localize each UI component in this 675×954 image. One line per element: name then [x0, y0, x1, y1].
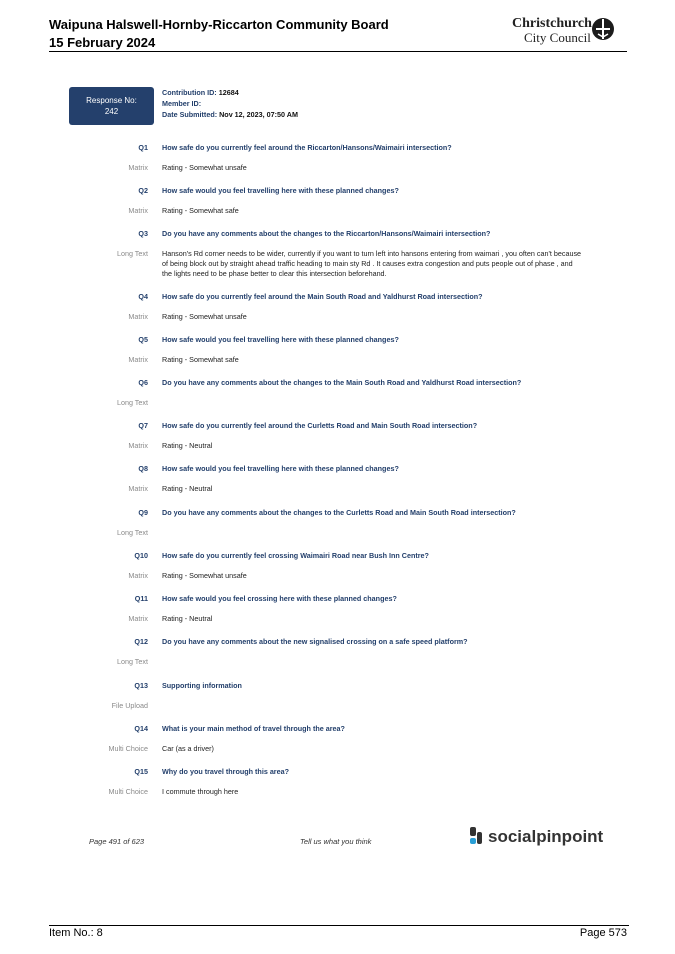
- question-answer: Rating - Neutral: [162, 441, 213, 450]
- christchurch-logo: [512, 16, 628, 46]
- question-answer: Rating - Somewhat unsafe: [162, 163, 247, 172]
- question-text: Do you have any comments about the changes to the Riccarton/Hansons/Waimairi intersection?: [162, 229, 491, 238]
- question-answer: Hanson's Rd corner needs to be wider, currently if you want to turn left into hansons entering from waimari , you often can't because of being block out by straight ahead traffic heading to main sty Rd . It causes extra congestion and puts people out of phase , and the lights need to be phase better to clear this intersection beforehand.: [162, 249, 582, 278]
- date-submitted-value: Nov 12, 2023, 07:50 AM: [219, 110, 298, 119]
- contribution-id-row: [162, 88, 239, 98]
- contribution-id-value: 12684: [218, 88, 239, 97]
- question-number: Q12: [134, 637, 148, 646]
- logo-line-1: Christchurch: [512, 16, 592, 31]
- cathedral-emblem-icon: [591, 16, 615, 42]
- question-number: Q7: [138, 421, 148, 430]
- question-type: Matrix: [128, 355, 148, 364]
- question-type: Multi Choice: [108, 787, 148, 796]
- question-answer: Rating - Neutral: [162, 484, 213, 493]
- question-number: Q8: [138, 464, 148, 473]
- question-answer: Rating - Neutral: [162, 614, 213, 623]
- question-text: Do you have any comments about the changes to the Curletts Road and Main South Road intersection?: [162, 508, 516, 517]
- question-answer: Rating - Somewhat unsafe: [162, 312, 247, 321]
- date-submitted-row: [162, 110, 298, 120]
- question-answer: Rating - Somewhat safe: [162, 355, 239, 364]
- question-text: How safe do you currently feel crossing Waimairi Road near Bush Inn Centre?: [162, 551, 429, 560]
- question-type: Long Text: [116, 398, 148, 407]
- question-text: Do you have any comments about the changes to the Main South Road and Yaldhurst Road intersection?: [162, 378, 522, 387]
- question-text: How safe would you feel crossing here with these planned changes?: [162, 594, 397, 603]
- question-number: Q3: [138, 229, 148, 238]
- question-type: Matrix: [128, 206, 148, 215]
- question-text: Why do you travel through this area?: [162, 767, 289, 776]
- question-answer: Rating - Somewhat unsafe: [162, 571, 247, 580]
- question-text: How safe do you currently feel around the Main South Road and Yaldhurst Road intersection?: [162, 292, 483, 301]
- member-id-label: Member ID:: [162, 99, 202, 108]
- question-answer: Car (as a driver): [162, 744, 214, 753]
- response-badge-label: Response No:: [86, 96, 137, 105]
- question-type: Matrix: [128, 571, 148, 580]
- question-number: Q13: [134, 681, 148, 690]
- question-number: Q2: [138, 186, 148, 195]
- question-number: Q4: [138, 292, 148, 301]
- question-type: Multi Choice: [108, 744, 148, 753]
- question-text: What is your main method of travel through the area?: [162, 724, 345, 733]
- item-number: Item No.: 8: [49, 927, 103, 939]
- question-type: Long Text: [116, 249, 148, 258]
- question-text: Do you have any comments about the new signalised crossing on a safe speed platform?: [162, 637, 468, 646]
- footer-divider: [49, 925, 629, 926]
- response-badge: [69, 87, 154, 125]
- question-text: How safe do you currently feel around the Riccarton/Hansons/Waimairi intersection?: [162, 143, 452, 152]
- question-number: Q9: [138, 508, 148, 517]
- question-number: Q6: [138, 378, 148, 387]
- question-number: Q5: [138, 335, 148, 344]
- question-number: Q1: [138, 143, 148, 152]
- document-date: 15 February 2024: [49, 35, 156, 50]
- question-type: Matrix: [128, 484, 148, 493]
- tagline: Tell us what you think: [300, 837, 372, 846]
- question-text: Supporting information: [162, 681, 242, 690]
- question-number: Q11: [134, 594, 148, 603]
- question-text: How safe do you currently feel around the Curletts Road and Main South Road intersection?: [162, 421, 478, 430]
- question-answer: I commute through here: [162, 787, 239, 796]
- response-badge-number: 242: [104, 107, 119, 116]
- socialpinpoint-wordmark: socialpinpoint: [488, 827, 604, 846]
- logo-line-2: City Council: [524, 30, 591, 45]
- question-type: File Upload: [111, 701, 148, 710]
- question-type: Matrix: [128, 312, 148, 321]
- question-text: How safe would you feel travelling here with these planned changes?: [162, 335, 399, 344]
- question-type: Matrix: [128, 614, 148, 623]
- question-type: Matrix: [128, 441, 148, 450]
- socialpinpoint-mark-icon: [468, 826, 484, 850]
- question-type: Matrix: [128, 163, 148, 172]
- member-id-row: [162, 99, 201, 109]
- date-submitted-label: Date Submitted:: [162, 110, 218, 119]
- document-title: Waipuna Halswell-Hornby-Riccarton Community Board: [49, 17, 389, 32]
- question-type: Long Text: [116, 657, 148, 666]
- question-text: How safe would you feel travelling here with these planned changes?: [162, 186, 399, 195]
- header-divider: [49, 51, 627, 52]
- inner-page-number: Page 491 of 623: [89, 837, 145, 846]
- question-number: Q14: [134, 724, 148, 733]
- question-answer: Rating - Somewhat safe: [162, 206, 239, 215]
- question-number: Q10: [134, 551, 148, 560]
- question-type: Long Text: [116, 528, 148, 537]
- question-number: Q15: [134, 767, 148, 776]
- page-number: Page 573: [579, 927, 627, 939]
- contribution-id-label: Contribution ID:: [162, 88, 217, 97]
- question-text: How safe would you feel travelling here with these planned changes?: [162, 464, 399, 473]
